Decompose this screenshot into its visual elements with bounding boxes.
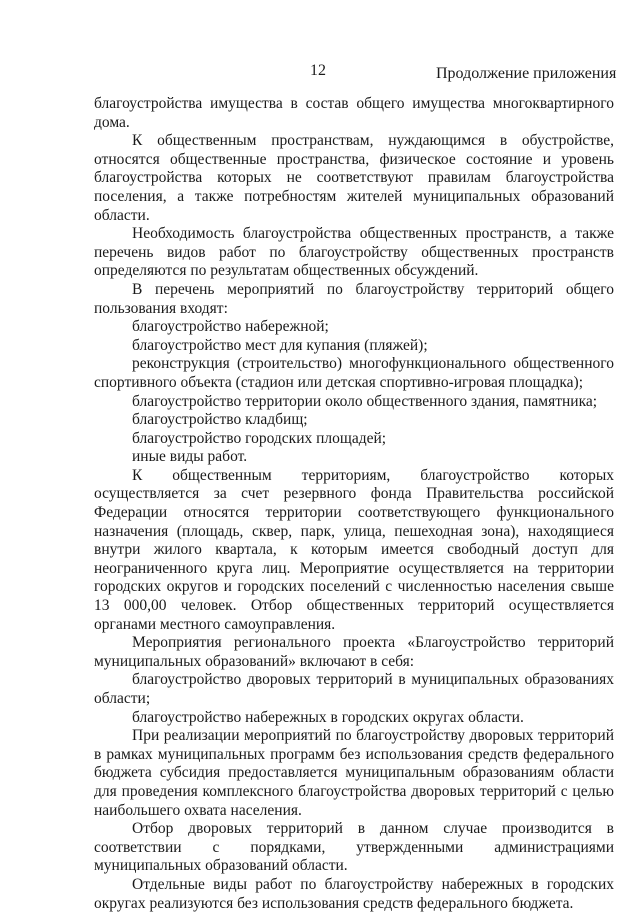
- list-item: иные виды работ.: [132, 448, 248, 466]
- paragraph-6: Мероприятия регионального проекта «Благоустройство территорий муниципальных образований» включают в себя:: [94, 634, 614, 670]
- paragraph-9: Отдельные виды работ по благоустройству набережных в городских округах реализуются без использования средств федерального бюджета.: [94, 875, 614, 912]
- list-item: благоустройство дворовых территорий в муниципальных образованиях области;: [94, 671, 614, 707]
- list-item: благоустройство мест для купания (пляжей);: [132, 336, 428, 354]
- paragraph-3: Необходимость благоустройства общественных пространств, а также перечень видов работ по благоустройству общественных пространств определяются по результатам общественных обсуждений.: [94, 225, 614, 280]
- document-body: [94, 95, 614, 913]
- page-number: 12: [310, 62, 326, 79]
- paragraph-2: К общественным пространствам, нуждающимся в обустройстве, относятся общественные пространства, физическое состояние и уровень благоустройства которых не соответствуют правилам благоустройства поселения, а также потребностям жителей муниципальных образований области.: [94, 132, 614, 224]
- list-item: реконструкция (строительство) многофункционального общественного спортивного объекта (стадион или детская спортивно-игровая площадка);: [94, 355, 614, 391]
- list-item: благоустройство кладбищ;: [132, 411, 308, 429]
- paragraph-5: К общественным территориям, благоустройство которых осуществляется за счет резервного фонда Правительства российской Федерации относятся территории соответствующего функционального назначения (площадь, сквер, парк, улица, пешеходная зона), находящиеся внутри жилого квартала, к которым имеется свободный доступ для неограниченного круга лиц. Мероприятие осуществляется на территории городских округов и городских поселений с численностью населения свыше 13 000,00 человек. Отбор общественных территорий осуществляется органами местного самоуправления.: [94, 466, 614, 633]
- paragraph-8: Отбор дворовых территорий в данном случае производится в соответствии с порядками, утвержденными администрациями муниципальных образований области.: [94, 820, 614, 875]
- list-item: благоустройство городских площадей;: [132, 429, 387, 447]
- list-item: благоустройство набережных в городских округах области.: [132, 708, 524, 726]
- continuation-label: Продолжение приложения: [436, 65, 617, 82]
- list-item: благоустройство набережной;: [132, 318, 329, 336]
- paragraph-1: благоустройства имущества в состав общего имущества многоквартирного дома.: [94, 95, 614, 131]
- paragraph-7: При реализации мероприятий по благоустройству дворовых территорий в рамках муниципальных программ без использования средств федерального бюджета субсидия предоставляется муниципальным образованиям области для проведения комплексного благоустройства дворовых территорий с целью наибольшего охвата населения.: [94, 727, 614, 819]
- list-item: благоустройство территории около общественного здания, памятника;: [132, 392, 598, 410]
- paragraph-4: В перечень мероприятий по благоустройству территорий общего пользования входят:: [94, 280, 614, 317]
